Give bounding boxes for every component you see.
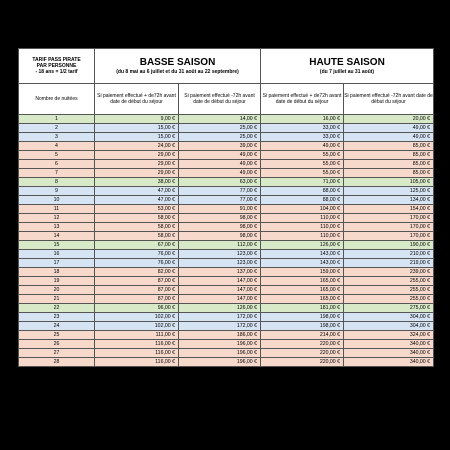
haute-plus-72h-cell: 165,00 € (261, 286, 344, 295)
basse-minus-72h-cell: 123,00 € (179, 250, 261, 259)
haute-plus-72h-cell: 165,00 € (261, 277, 344, 286)
nights-cell: 7 (19, 169, 95, 178)
haute-plus-72h-cell: 88,00 € (261, 196, 344, 205)
table-row (19, 169, 434, 178)
price-table (18, 48, 434, 367)
haute-minus-72h-cell: 134,00 € (344, 196, 434, 205)
basse-plus-72h-cell: 38,00 € (95, 178, 179, 187)
basse-minus-72h-cell: 98,00 € (179, 214, 261, 223)
basse-plus-72h-cell: 116,00 € (95, 340, 179, 349)
haute-minus-72h-cell: 190,00 € (344, 241, 434, 250)
haute-plus-72h-cell: 220,00 € (261, 358, 344, 367)
table-row (19, 268, 434, 277)
table-row (19, 223, 434, 232)
table-row (19, 214, 434, 223)
basse-plus-72h-cell: 15,00 € (95, 133, 179, 142)
nights-cell: 9 (19, 187, 95, 196)
nights-cell: 20 (19, 286, 95, 295)
basse-saison-dates: (du 8 mai au 6 juillet et du 31 août au 22 septembre) (116, 68, 239, 75)
nights-cell: 6 (19, 160, 95, 169)
haute-plus-72h-cell: 143,00 € (261, 259, 344, 268)
haute-minus-72h-cell: 170,00 € (344, 223, 434, 232)
haute-plus-72h-cell: 159,00 € (261, 268, 344, 277)
basse-plus-72h-cell: 76,00 € (95, 259, 179, 268)
haute-minus-72h-cell: 85,00 € (344, 142, 434, 151)
basse-minus-72h-cell: 126,00 € (179, 304, 261, 313)
haute-plus-72h-cell: 198,00 € (261, 322, 344, 331)
basse-plus-72h-cell: 29,00 € (95, 151, 179, 160)
basse-plus-72h-cell: 47,00 € (95, 196, 179, 205)
basse-minus-72h-cell: 137,00 € (179, 268, 261, 277)
table-row (19, 241, 434, 250)
price-rows (19, 115, 434, 367)
nights-cell: 11 (19, 205, 95, 214)
nights-cell: 3 (19, 133, 95, 142)
haute-minus-72h-header: Si paiement effectué -72h avant date de début du séjour (344, 84, 434, 115)
haute-minus-72h-cell: 125,00 € (344, 187, 434, 196)
basse-plus-72h-cell: 102,00 € (95, 313, 179, 322)
basse-minus-72h-cell: 49,00 € (179, 169, 261, 178)
haute-saison-header (261, 49, 434, 84)
haute-plus-72h-cell: 143,00 € (261, 250, 344, 259)
haute-plus-72h-cell: 49,00 € (261, 142, 344, 151)
nights-cell: 4 (19, 142, 95, 151)
basse-minus-72h-cell: 147,00 € (179, 286, 261, 295)
haute-minus-72h-cell: 105,00 € (344, 178, 434, 187)
haute-minus-72h-cell: 210,00 € (344, 250, 434, 259)
basse-plus-72h-cell: 58,00 € (95, 214, 179, 223)
basse-plus-72h-cell: 87,00 € (95, 295, 179, 304)
table-row (19, 313, 434, 322)
table-row (19, 250, 434, 259)
nights-cell: 22 (19, 304, 95, 313)
basse-minus-72h-cell: 91,00 € (179, 205, 261, 214)
table-row (19, 142, 434, 151)
nights-cell: 5 (19, 151, 95, 160)
nights-cell: 8 (19, 178, 95, 187)
table-row (19, 304, 434, 313)
haute-minus-72h-cell: 304,00 € (344, 322, 434, 331)
basse-minus-72h-cell: 98,00 € (179, 223, 261, 232)
nights-column-header: Nombre de nuitées (19, 84, 95, 115)
basse-plus-72h-cell: 116,00 € (95, 349, 179, 358)
haute-plus-72h-cell: 220,00 € (261, 340, 344, 349)
nights-cell: 27 (19, 349, 95, 358)
tarif-line: TARIF PASS PIRATE (32, 57, 81, 63)
haute-minus-72h-cell: 85,00 € (344, 160, 434, 169)
nights-cell: 28 (19, 358, 95, 367)
haute-minus-72h-cell: 255,00 € (344, 277, 434, 286)
basse-plus-72h-cell: 29,00 € (95, 160, 179, 169)
basse-plus-72h-cell: 9,00 € (95, 115, 179, 124)
basse-minus-72h-cell: 172,00 € (179, 322, 261, 331)
basse-minus-72h-cell: 25,00 € (179, 124, 261, 133)
haute-minus-72h-cell: 340,00 € (344, 340, 434, 349)
table-row (19, 277, 434, 286)
nights-cell: 24 (19, 322, 95, 331)
haute-plus-72h-cell: 71,00 € (261, 178, 344, 187)
haute-plus-72h-header: Si paiement effectué + de72h avant date de début du séjour (261, 84, 344, 115)
basse-minus-72h-cell: 196,00 € (179, 358, 261, 367)
haute-plus-72h-cell: 126,00 € (261, 241, 344, 250)
basse-minus-72h-cell: 39,00 € (179, 142, 261, 151)
basse-plus-72h-cell: 58,00 € (95, 223, 179, 232)
nights-cell: 17 (19, 259, 95, 268)
nights-cell: 14 (19, 232, 95, 241)
table-row (19, 187, 434, 196)
haute-minus-72h-cell: 154,00 € (344, 205, 434, 214)
nights-cell: 21 (19, 295, 95, 304)
haute-plus-72h-cell: 104,00 € (261, 205, 344, 214)
haute-plus-72h-cell: 33,00 € (261, 133, 344, 142)
basse-minus-72h-cell: 77,00 € (179, 196, 261, 205)
basse-minus-72h-header: Si paiement effectué -72h avant date de début du séjour (179, 84, 261, 115)
haute-plus-72h-cell: 181,00 € (261, 304, 344, 313)
basse-minus-72h-cell: 77,00 € (179, 187, 261, 196)
basse-minus-72h-cell: 147,00 € (179, 277, 261, 286)
basse-plus-72h-cell: 111,00 € (95, 331, 179, 340)
basse-minus-72h-cell: 98,00 € (179, 232, 261, 241)
haute-plus-72h-cell: 33,00 € (261, 124, 344, 133)
table-row (19, 160, 434, 169)
basse-minus-72h-cell: 186,00 € (179, 331, 261, 340)
basse-minus-72h-cell: 112,00 € (179, 241, 261, 250)
basse-plus-72h-cell: 47,00 € (95, 187, 179, 196)
table-row (19, 133, 434, 142)
table-row (19, 151, 434, 160)
table-row (19, 358, 434, 367)
nights-cell: 23 (19, 313, 95, 322)
basse-minus-72h-cell: 63,00 € (179, 178, 261, 187)
basse-minus-72h-cell: 49,00 € (179, 151, 261, 160)
haute-minus-72h-cell: 340,00 € (344, 349, 434, 358)
nights-cell: 18 (19, 268, 95, 277)
haute-minus-72h-cell: 20,00 € (344, 115, 434, 124)
haute-saison-dates: (du 7 juillet au 31 août) (319, 68, 375, 75)
basse-minus-72h-cell: 49,00 € (179, 160, 261, 169)
nights-cell: 13 (19, 223, 95, 232)
table-row (19, 205, 434, 214)
haute-minus-72h-cell: 255,00 € (344, 295, 434, 304)
basse-plus-72h-cell: 15,00 € (95, 124, 179, 133)
haute-minus-72h-cell: 170,00 € (344, 214, 434, 223)
header-row-columns (19, 84, 434, 115)
nights-cell: 10 (19, 196, 95, 205)
table-row (19, 295, 434, 304)
nights-cell: 15 (19, 241, 95, 250)
haute-plus-72h-cell: 55,00 € (261, 169, 344, 178)
haute-saison-title: HAUTE SAISON (309, 56, 385, 68)
table-row (19, 331, 434, 340)
haute-minus-72h-cell: 85,00 € (344, 151, 434, 160)
basse-saison-title: BASSE SAISON (139, 56, 216, 68)
haute-minus-72h-cell: 85,00 € (344, 169, 434, 178)
haute-plus-72h-cell: 16,00 € (261, 115, 344, 124)
table-row (19, 196, 434, 205)
basse-minus-72h-cell: 147,00 € (179, 295, 261, 304)
haute-minus-72h-cell: 340,00 € (344, 358, 434, 367)
basse-minus-72h-cell: 14,00 € (179, 115, 261, 124)
haute-plus-72h-cell: 55,00 € (261, 160, 344, 169)
table-row (19, 124, 434, 133)
nights-cell: 2 (19, 124, 95, 133)
basse-plus-72h-cell: 116,00 € (95, 358, 179, 367)
table-row (19, 259, 434, 268)
basse-plus-72h-cell: 96,00 € (95, 304, 179, 313)
nights-cell: 1 (19, 115, 95, 124)
table-row (19, 349, 434, 358)
nights-cell: 26 (19, 340, 95, 349)
tarif-line: - 18 ans = 1/2 tarif (35, 69, 78, 75)
haute-plus-72h-cell: 110,00 € (261, 214, 344, 223)
basse-plus-72h-cell: 29,00 € (95, 169, 179, 178)
header-row-seasons (19, 49, 434, 84)
haute-plus-72h-cell: 88,00 € (261, 187, 344, 196)
haute-minus-72h-cell: 49,00 € (344, 133, 434, 142)
basse-plus-72h-cell: 87,00 € (95, 277, 179, 286)
basse-plus-72h-cell: 82,00 € (95, 268, 179, 277)
price-sheet (18, 48, 433, 365)
nights-cell: 19 (19, 277, 95, 286)
haute-plus-72h-cell: 55,00 € (261, 151, 344, 160)
haute-minus-72h-cell: 324,00 € (344, 331, 434, 340)
haute-plus-72h-cell: 110,00 € (261, 223, 344, 232)
haute-plus-72h-cell: 165,00 € (261, 295, 344, 304)
haute-plus-72h-cell: 110,00 € (261, 232, 344, 241)
table-row (19, 322, 434, 331)
nights-cell: 16 (19, 250, 95, 259)
basse-plus-72h-header: Si paiement effectué + de72h avant date de début du séjour (95, 84, 179, 115)
haute-plus-72h-cell: 214,00 € (261, 331, 344, 340)
tarif-line: PAR PERSONNE (36, 63, 77, 69)
basse-minus-72h-cell: 123,00 € (179, 259, 261, 268)
haute-minus-72h-cell: 49,00 € (344, 124, 434, 133)
basse-plus-72h-cell: 102,00 € (95, 322, 179, 331)
nights-cell: 12 (19, 214, 95, 223)
haute-minus-72h-cell: 170,00 € (344, 232, 434, 241)
haute-minus-72h-cell: 219,00 € (344, 259, 434, 268)
basse-plus-72h-cell: 53,00 € (95, 205, 179, 214)
haute-plus-72h-cell: 198,00 € (261, 313, 344, 322)
haute-minus-72h-cell: 255,00 € (344, 286, 434, 295)
basse-plus-72h-cell: 67,00 € (95, 241, 179, 250)
basse-plus-72h-cell: 87,00 € (95, 286, 179, 295)
table-row (19, 178, 434, 187)
basse-minus-72h-cell: 25,00 € (179, 133, 261, 142)
basse-minus-72h-cell: 196,00 € (179, 340, 261, 349)
haute-minus-72h-cell: 275,00 € (344, 304, 434, 313)
table-row (19, 115, 434, 124)
tarif-header-cell (19, 49, 95, 84)
haute-minus-72h-cell: 304,00 € (344, 313, 434, 322)
table-row (19, 232, 434, 241)
basse-minus-72h-cell: 172,00 € (179, 313, 261, 322)
haute-plus-72h-cell: 220,00 € (261, 349, 344, 358)
basse-plus-72h-cell: 76,00 € (95, 250, 179, 259)
basse-minus-72h-cell: 196,00 € (179, 349, 261, 358)
table-row (19, 286, 434, 295)
basse-plus-72h-cell: 58,00 € (95, 232, 179, 241)
haute-minus-72h-cell: 239,00 € (344, 268, 434, 277)
basse-saison-header (95, 49, 261, 84)
nights-cell: 25 (19, 331, 95, 340)
table-row (19, 340, 434, 349)
basse-plus-72h-cell: 24,00 € (95, 142, 179, 151)
